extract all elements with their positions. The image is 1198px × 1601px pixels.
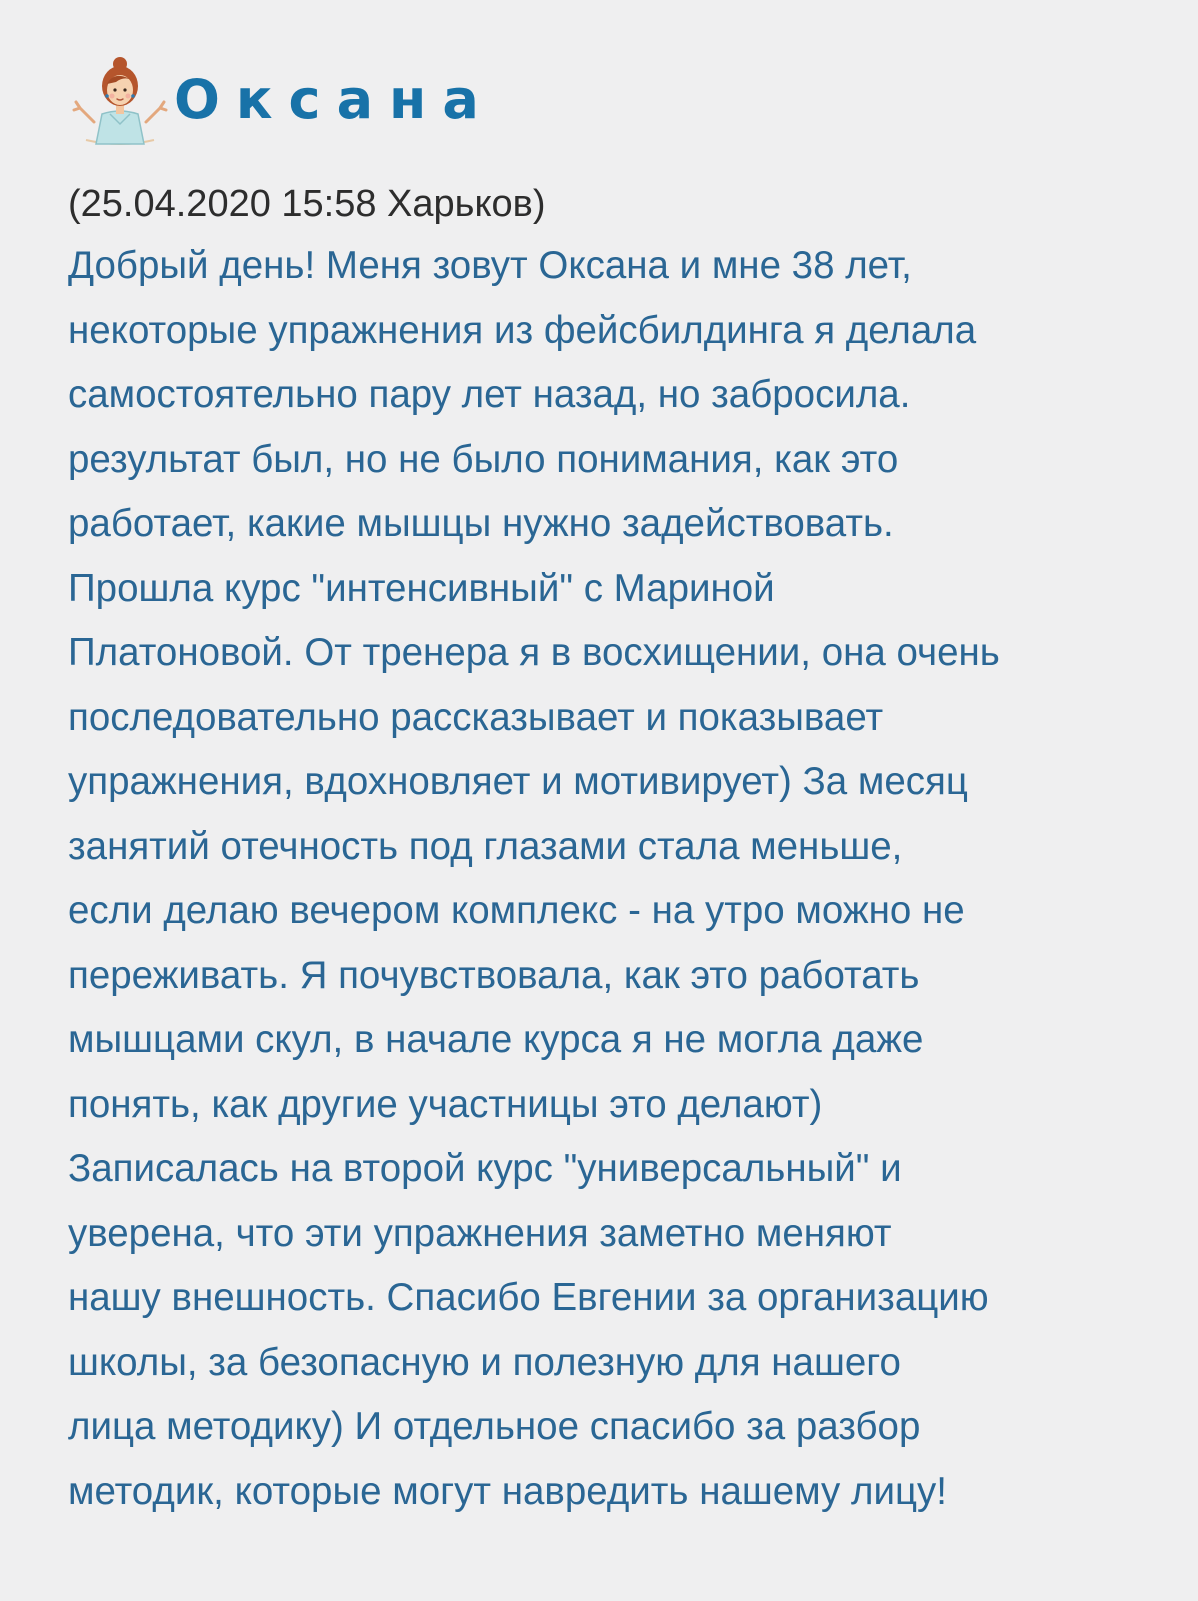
- review-text-line: работает, какие мышцы нужно задействовать.: [68, 502, 894, 545]
- author-name: Оксана: [174, 68, 495, 131]
- review-text-line: понять, как другие участницы это делают): [68, 1082, 823, 1126]
- review-text-line: лица методику) И отдельное спасибо за разбор: [68, 1405, 921, 1448]
- review-text-line: уверена, что эти упражнения заметно меняют: [68, 1211, 892, 1255]
- review-text-line: самостоятельно пару лет назад, но забросила.: [68, 373, 911, 416]
- review-text-line: Платоновой. От тренера я в восхищении, она очень: [68, 631, 1000, 674]
- review-text-line: последовательно рассказывает и показывает: [68, 695, 884, 739]
- review-text-line: нашу внешность. Спасибо Евгении за организацию: [68, 1276, 989, 1319]
- review-text-line: Добрый день! Меня зовут Оксана и мне 38 лет,: [68, 244, 912, 287]
- review-text-line: если делаю вечером комплекс - на утро можно не: [68, 889, 965, 932]
- review-text-line: Прошла курс "интенсивный" с Мариной: [68, 566, 775, 610]
- review-text-line: школы, за безопасную и полезную для нашего: [68, 1340, 901, 1384]
- review-text-line: занятий отечность под глазами стала меньше,: [68, 824, 903, 868]
- review-text-line: переживать. Я почувствовала, как это работать: [68, 953, 920, 997]
- review-text-line: Записалась на второй курс "универсальный" и: [68, 1147, 902, 1190]
- woman-shrugging-avatar-icon: [72, 52, 168, 148]
- review-text: [68, 234, 1178, 1524]
- review-text-line: методик, которые могут навредить нашему лицу!: [68, 1469, 947, 1513]
- review-text-line: некоторые упражнения из фейсбилдинга я делала: [68, 308, 977, 352]
- author-header: [72, 50, 495, 150]
- review-text-line: упражнения, вдохновляет и мотивирует) За месяц: [68, 760, 968, 803]
- review-meta: (25.04.2020 15:58 Харьков): [68, 183, 546, 225]
- review-text-line: мышцами скул, в начале курса я не могла даже: [68, 1018, 924, 1061]
- review-text-line: результат был, но не было понимания, как это: [68, 437, 899, 481]
